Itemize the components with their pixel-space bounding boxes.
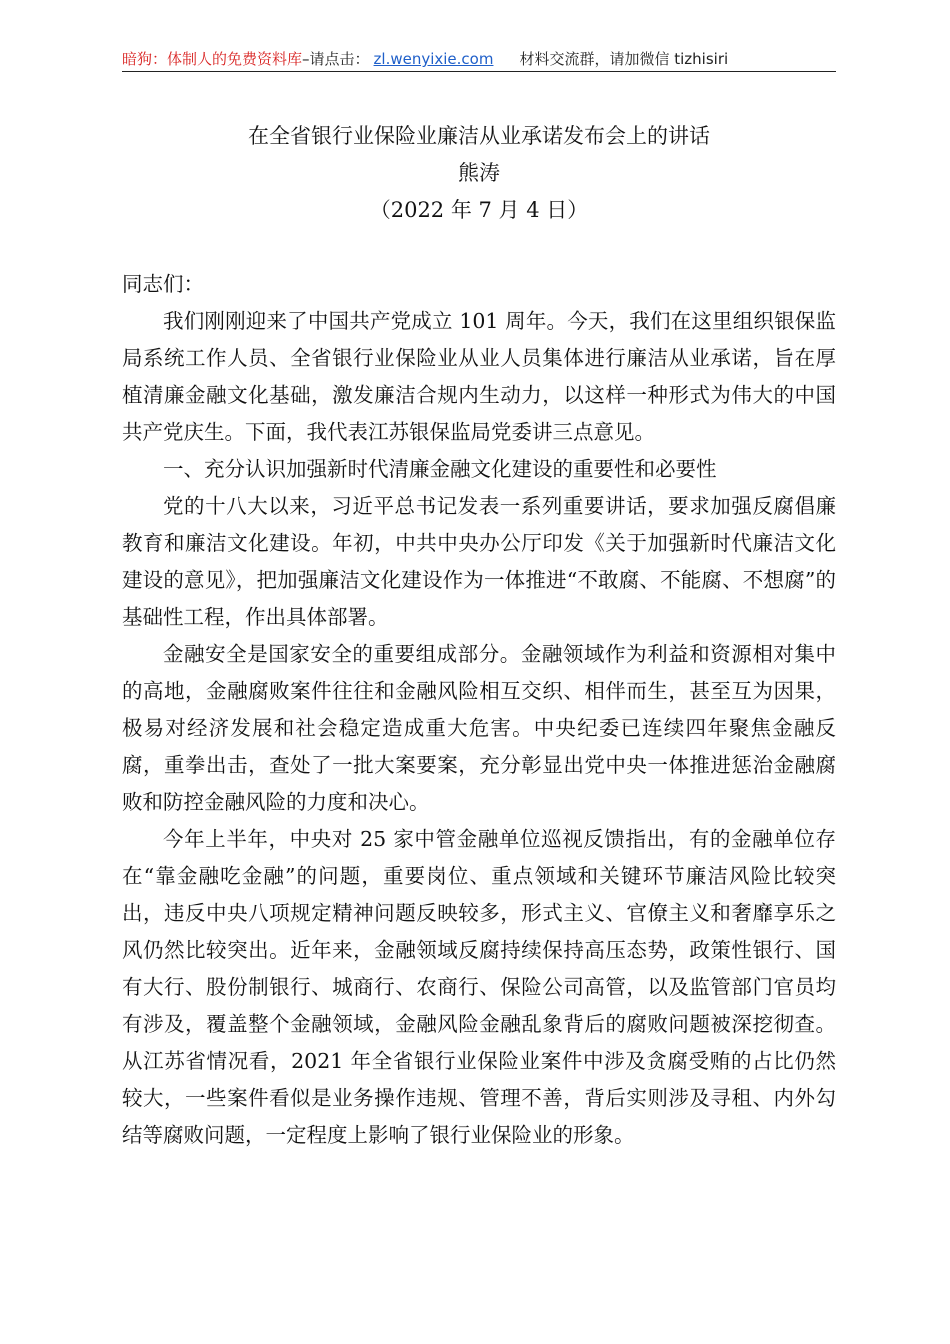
body-paragraph: 金融安全是国家安全的重要组成部分。金融领域作为利益和资源相对集中的高地，金融腐败案件往往和金融风险相互交织、相伴而生，甚至互为因果，极易对经济发展和社会稳定造成重大危害。中央纪委已连续四年聚焦金融反腐，重拳出击，查处了一批大案要案，充分彰显出党中央一体推进惩治金融腐败和防控金融风险的力度和决心。	[122, 642, 836, 814]
header-prompt: –请点击：	[302, 50, 370, 68]
header-divider	[122, 71, 836, 72]
title-block	[122, 118, 836, 229]
section-heading: 一、充分认识加强新时代清廉金融文化建设的重要性和必要性	[163, 457, 717, 481]
page-header	[122, 48, 836, 70]
document-title: 在全省银行业保险业廉洁从业承诺发布会上的讲话	[248, 124, 710, 148]
header-wechat-note: 材料交流群，请加微信 tizhisiri	[519, 50, 729, 68]
header-brand: 暗狗：体制人的免费资料库	[122, 50, 303, 68]
header-link[interactable]: zl.wenyixie.com	[373, 50, 494, 68]
body-paragraph: 党的十八大以来，习近平总书记发表一系列重要讲话，要求加强反腐倡廉教育和廉洁文化建设。年初，中共中央办公厅印发《关于加强新时代廉洁文化建设的意见》，把加强廉洁文化建设作为一体推进“不敢腐、不能腐、不想腐”的基础性工程，作出具体部署。	[122, 494, 836, 629]
document-date: （2022 年 7 月 4 日）	[369, 198, 589, 222]
body-paragraph: 我们刚刚迎来了中国共产党成立 101 周年。今天，我们在这里组织银保监局系统工作人员、全省银行业保险业从业人员集体进行廉洁从业承诺，旨在厚植清廉金融文化基础，激发廉洁合规内生动力，以这样一种形式为伟大的中国共产党庆生。下面，我代表江苏银保监局党委讲三点意见。	[122, 309, 836, 444]
body-paragraph: 今年上半年，中央对 25 家中管金融单位巡视反馈指出，有的金融单位存在“靠金融吃金融”的问题，重要岗位、重点领域和关键环节廉洁风险比较突出，违反中央八项规定精神问题反映较多，形式主义、官僚主义和奢靡享乐之风仍然比较突出。近年来，金融领域反腐持续保持高压态势，政策性银行、国有大行、股份制银行、城商行、农商行、保险公司高管，以及监管部门官员均有涉及，覆盖整个金融领域，金融风险金融乱象背后的腐败问题被深挖彻查。从江苏省情况看，2021 年全省银行业保险业案件中涉及贪腐受贿的占比仍然较大，一些案件看似是业务操作违规、管理不善，背后实则涉及寻租、内外勾结等腐败问题，一定程度上影响了银行业保险业的形象。	[122, 827, 836, 1147]
document-author: 熊涛	[458, 161, 500, 185]
salutation: 同志们：	[122, 272, 204, 296]
document-body	[122, 266, 836, 1154]
